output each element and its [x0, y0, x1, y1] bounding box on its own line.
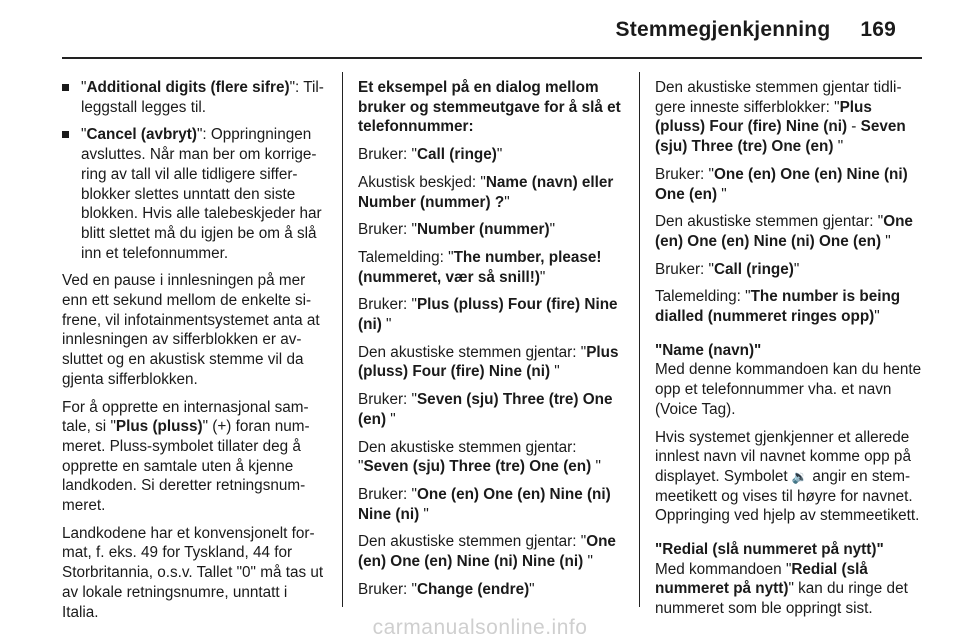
- page-number: 169: [860, 18, 896, 41]
- paragraph-international: For å opprette en internasjonal samtale, si "Plus (pluss)" (+) foran nummeret. Pluss-symbolet tillater deg å opprette en samtale uten å kjenne landkoden. Si deretter retningsnummeret.: [62, 398, 310, 515]
- bullet-cancel: "Cancel (avbryt)": Oppringningen avsluttes. Når man ber om korrigering av tall vil alle tidligere sifferblokker slettes unntatt den siste blokken. Hvis alle talebeskjeder har blitt slettet må du igjen be om å slå inn et telefonnummer.: [62, 125, 326, 263]
- column-3: [655, 78, 925, 627]
- dialog-line: Den akustiske stemmen gjentar: "Plus (pluss) Four (fire) Nine (ni) ": [358, 343, 619, 381]
- column-2: [358, 78, 622, 607]
- section-name: [655, 341, 925, 420]
- dialog-line: Bruker: "One (en) One (en) Nine (ni) One (en) ": [655, 165, 908, 203]
- header-title: Stemmegjenkjenning: [615, 18, 831, 41]
- dialog-line: Akustisk beskjed: "Name (navn) eller Number (nummer) ?": [358, 173, 614, 211]
- header-rule: [62, 57, 922, 59]
- column-1: [62, 78, 326, 630]
- paragraph-voice-tag: Hvis systemet gjenkjenner et allerede innlest navn vil navnet komme opp på displayet. Symbolet 🔉 angir en stemmeetikett og vises til høyre for navnet. Oppringing ved hjelp av stemmeetikett.: [655, 428, 920, 525]
- bullet-additional-digits: "Additional digits (flere sifre)": Tilleggstall legges til.: [62, 78, 326, 117]
- section-text: Med kommandoen "Redial (slå nummeret på nytt)" kan du ringe det nummeret som ble oppringt sist.: [655, 560, 908, 618]
- dialog-line: Bruker: "Plus (pluss) Four (fire) Nine (ni) ": [358, 296, 618, 334]
- paragraph-country-codes: Landkodene har et konvensjonelt format, f. eks. 49 for Tyskland, 44 for Storbritannia, o.s.v. Tallet "0" må tas ut av lokale retningsnumre, unntatt i Italia.: [62, 524, 324, 621]
- section-heading: "Redial (slå nummeret på nytt)": [655, 541, 884, 559]
- dialog-line: Bruker: "Call (ringe)": [655, 260, 800, 278]
- dialog-line: Den akustiske stemmen gjentar tidligere inneste sifferblokker: "Plus (pluss) Four (fire) Nine (ni) - Seven (sju) Three (tre) One (en) ": [655, 79, 906, 156]
- speaker-icon: 🔉: [791, 468, 809, 484]
- dialog-line: Bruker: "Number (nummer)": [358, 221, 556, 239]
- paragraph-pause: Ved en pause i innlesningen på mer enn ett sekund mellom de enkelte sifrene, vil infotainmentsystemet anta at innlesningen av sifferblokken er avsluttet og en akustisk stemme vil da gjenta sifferblokken.: [62, 272, 320, 388]
- bullet-square-icon: [62, 84, 69, 91]
- dialog-heading: Et eksempel på en dialog mellom bruker og stemmeutgave for å slå et telefonnummer:: [358, 79, 621, 136]
- dialog-line: Bruker: "One (en) One (en) Nine (ni) Nine (ni) ": [358, 485, 611, 523]
- section-heading: "Name (navn)": [655, 341, 762, 359]
- page-header: [616, 18, 896, 42]
- dialog-line: Talemelding: "The number, please! (nummeret, vær så snill!)": [358, 248, 602, 286]
- dialog-line: Talemelding: "The number is being dialled (nummeret ringes opp)": [655, 288, 901, 326]
- dialog-line: Bruker: "Call (ringe)": [358, 146, 503, 164]
- column-divider-1: [342, 72, 343, 607]
- dialog-line: Bruker: "Seven (sju) Three (tre) One (en) ": [358, 391, 613, 428]
- dialog-line: Den akustiske stemmen gjentar: "Seven (sju) Three (tre) One (en) ": [358, 438, 601, 476]
- dialog-line: Den akustiske stemmen gjentar: "One (en) One (en) Nine (ni) Nine (ni) ": [358, 533, 616, 571]
- dialog-line: Den akustiske stemmen gjentar: "One (en) One (en) Nine (ni) One (en) ": [655, 213, 913, 250]
- watermark: carmanualsonline.info: [372, 616, 588, 639]
- section-text: Med denne kommandoen kan du hente opp et telefonnummer vha. et navn (Voice Tag).: [655, 361, 922, 418]
- bullet-square-icon: [62, 131, 69, 138]
- column-divider-2: [639, 72, 640, 607]
- section-redial: [655, 540, 925, 619]
- dialog-line: Bruker: "Change (endre)": [358, 580, 535, 598]
